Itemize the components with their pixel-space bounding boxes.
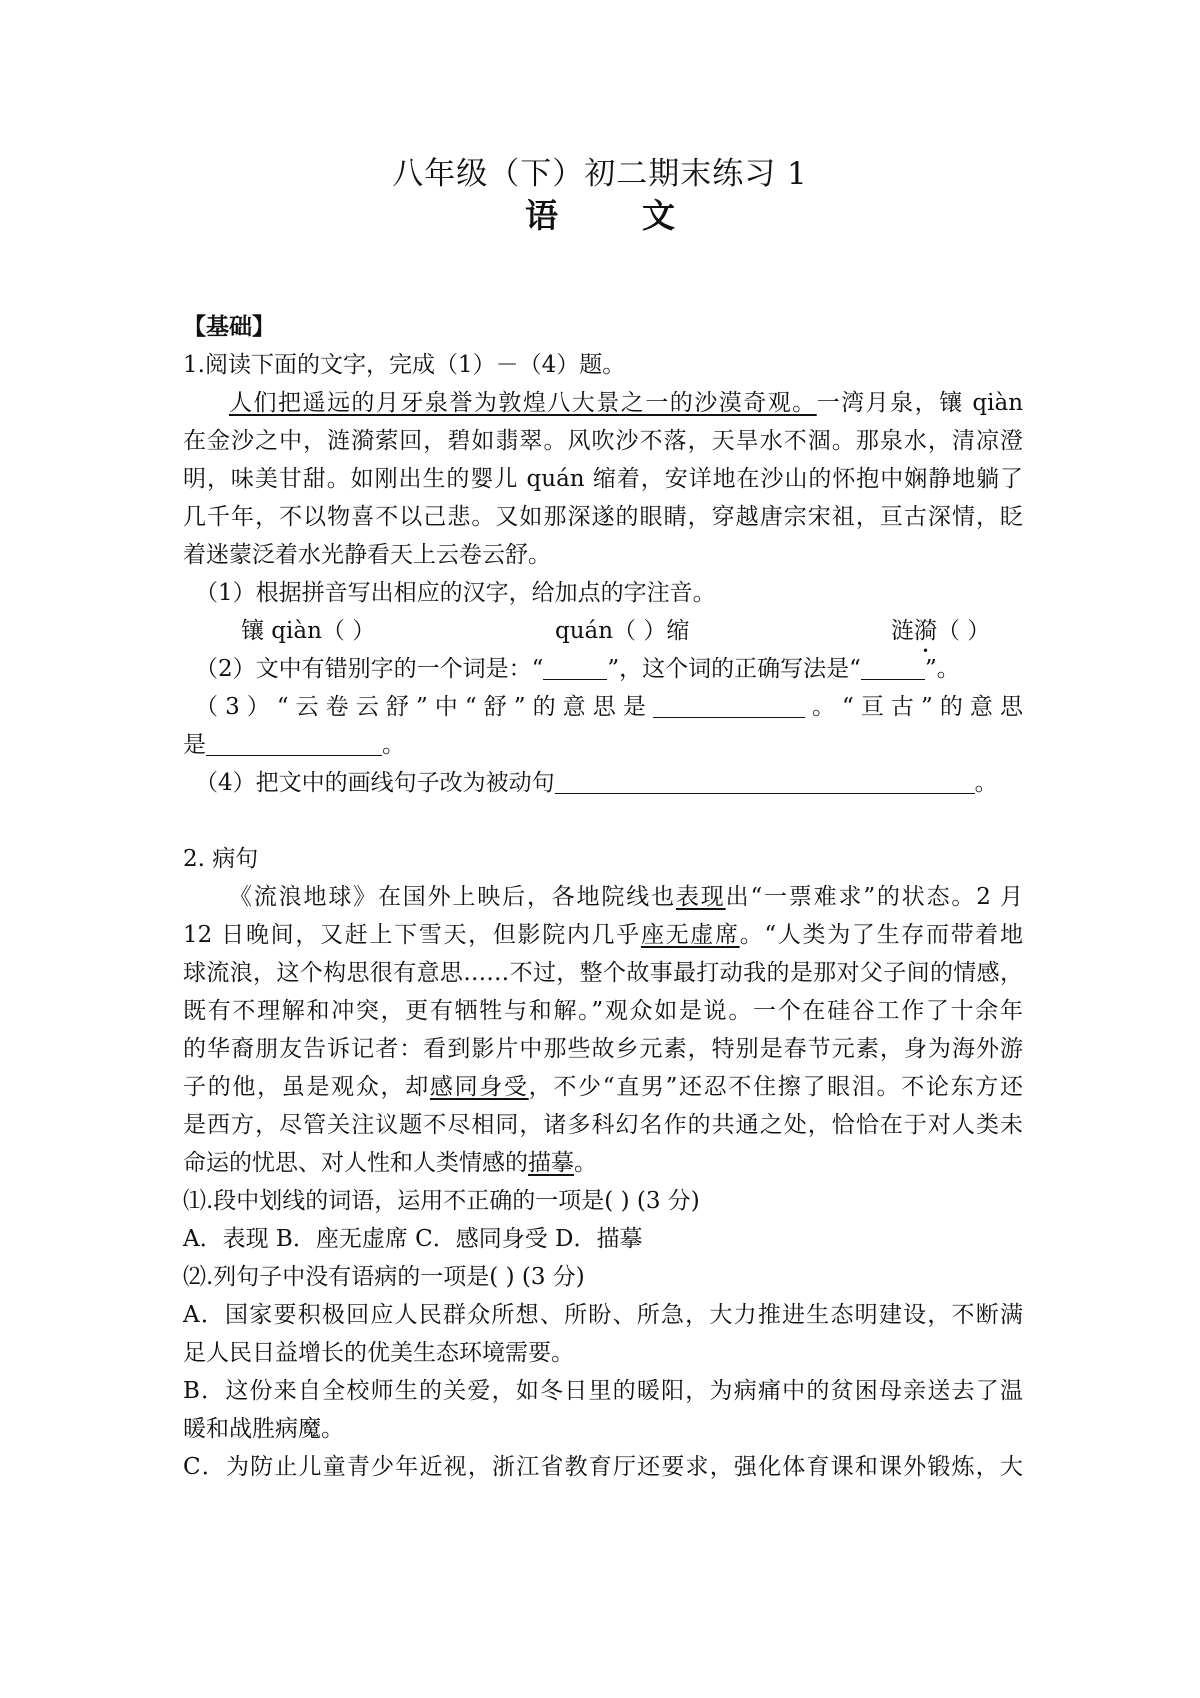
para-text: 出“一票难求”的状态。2 月 — [725, 884, 1024, 910]
underlined-word-miaomo: 描摹 — [528, 1150, 574, 1176]
answer-slot-qian[interactable]: 镶 qiàn（ ） — [241, 618, 376, 644]
page-title: 八年级（下）初二期末练习 1 — [392, 156, 808, 192]
q1-sub1-prompt: （1）根据拼音写出相应的汉字，给加点的字注音。 — [195, 580, 716, 606]
para-text: 12 日晚间，又赶上下雪天，但影院内几乎 — [183, 922, 641, 948]
answer-slot-quan[interactable]: quán（ ）缩 — [555, 618, 690, 644]
q1-passage-line-3: 明，味美甘甜。如刚出生的婴儿 quán 缩着，安详地在沙山的怀抱中娴静地躺了 — [183, 466, 1023, 492]
sub4-text-b: 。 — [974, 770, 998, 796]
q1-sub1-answers — [183, 612, 1023, 650]
q1-sub3 — [183, 688, 1023, 726]
q1-passage-line-5: 着迷蒙泛着水光静看天上云卷云舒。 — [183, 542, 551, 568]
sub3-text-c: 是 — [183, 732, 206, 758]
para-text: 。“人类为了生存而带着地 — [739, 922, 1023, 948]
q1-passage-line-4: 几千年，不以物喜不以己悲。又如那深遂的眼睛，穿越唐宗宋祖，亘古深情，眨 — [183, 504, 1023, 530]
q2-para-line-5: 的华裔朋友告诉记者：看到影片中那些故乡元素，特别是春节元素，身为海外游 — [183, 1036, 1023, 1062]
passage-text: 一湾月泉，镶 qiàn — [816, 390, 1024, 416]
q2-option-b-line-1[interactable]: B．这份来自全校师生的关爱，如冬日里的暖阳，为病痛中的贫困母亲送去了温 — [183, 1378, 1023, 1404]
answer-blank-correct-word[interactable] — [861, 655, 925, 680]
dotted-char: 漪 — [914, 618, 937, 644]
q1-sub2 — [183, 650, 1023, 688]
para-text: 子的他，虽是观众，却 — [183, 1074, 430, 1100]
sub2-text-b: ”，这个词的正确写法是“ — [607, 656, 861, 682]
subject-title: 语文 — [525, 196, 759, 235]
exam-content — [183, 308, 1023, 1486]
q2-sub1-prompt: ⑴.段中划线的词语，运用不正确的一项是( ) (3 分) — [183, 1188, 700, 1214]
answer-blank-passive[interactable] — [555, 769, 975, 794]
paren: （ ） — [937, 618, 991, 644]
q1-passage-line-1 — [183, 384, 1023, 422]
para-text: 《流浪地球》在国外上映后，各地院线也 — [229, 884, 676, 910]
q2-option-a-line-2[interactable]: 足人民日益增长的优美生态环境需要。 — [183, 1340, 574, 1366]
q2-para-line-4: 既有不理解和冲突，更有牺牲与和解。”观众如是说。一个在硅谷工作了十余年 — [183, 998, 1023, 1024]
q1-sub3-cont — [183, 726, 1023, 764]
answer-blank-gengu[interactable] — [206, 731, 382, 756]
sub2-text-c: ”。 — [924, 656, 960, 682]
sub3-text-a: （3）“云卷云舒”中“舒”的意思是 — [195, 694, 653, 720]
q2-heading: 2. 病句 — [183, 846, 259, 872]
sub3-text-b: 。“亘古”的意思 — [804, 694, 1023, 720]
q2-para-line-6 — [183, 1068, 1023, 1106]
q2-sub1-options[interactable]: A．表现 B．座无虚席 C．感同身受 D．描摹 — [183, 1226, 643, 1252]
q1-intro: 1.阅读下面的文字，完成（1）－（4）题。 — [183, 352, 626, 378]
char: 涟 — [891, 618, 914, 644]
answer-blank-shu[interactable] — [653, 693, 805, 718]
q2-option-b-line-2[interactable]: 暖和战胜病魔。 — [183, 1416, 344, 1442]
q2-para-line-1 — [183, 878, 1023, 916]
q2-sub2-prompt: ⑵.列句子中没有语病的一项是( ) (3 分) — [183, 1264, 585, 1290]
underlined-word-gantongshenshou: 感同身受 — [429, 1074, 529, 1100]
q1-passage-line-2: 在金沙之中，涟漪萦回，碧如翡翠。风吹沙不落，天旱水不涸。那泉水，清凉澄 — [183, 428, 1023, 454]
underlined-word-zuowuxuxi: 座无虚席 — [640, 922, 740, 948]
q2-para-line-8 — [183, 1144, 1023, 1182]
sub2-text-a: （2）文中有错别字的一个词是：“ — [195, 656, 544, 682]
spacer — [183, 802, 1023, 840]
passage-underlined-sentence: 人们把遥远的月牙泉誉为敦煌八大景之一的沙漠奇观。 — [229, 390, 817, 416]
q2-para-line-3: 球流浪，这个构思很有意思……不过，整个故事最打动我的是那对父子间的情感， — [183, 960, 1023, 986]
q2-para-line-7: 是西方，尽管关注议题不尽相同，诸多科幻名作的共通之处，恰恰在于对人类未 — [183, 1112, 1023, 1138]
para-text: ，不少“直男”还忍不住擦了眼泪。不论东方还 — [528, 1074, 1023, 1100]
answer-blank-wrong-word[interactable] — [543, 655, 607, 680]
sub3-text-d: 。 — [382, 732, 405, 758]
underlined-word-biaoxian: 表现 — [675, 884, 726, 910]
q2-para-line-2 — [183, 916, 1023, 954]
q2-option-a-line-1[interactable]: A．国家要积极回应人民群众所想、所盼、所急，大力推进生态明建设，不断满 — [183, 1302, 1023, 1328]
para-text: 。 — [574, 1150, 597, 1176]
q1-sub4 — [183, 764, 1023, 802]
section-heading: 【基础】 — [183, 313, 275, 340]
para-text: 命运的忧思、对人性和人类情感的 — [183, 1150, 528, 1176]
q2-option-c-line-1[interactable]: C．为防止儿童青少年近视，浙江省教育厅还要求，强化体育课和课外锻炼，大 — [183, 1454, 1023, 1480]
sub4-text-a: （4）把文中的画线句子改为被动句 — [195, 770, 555, 796]
